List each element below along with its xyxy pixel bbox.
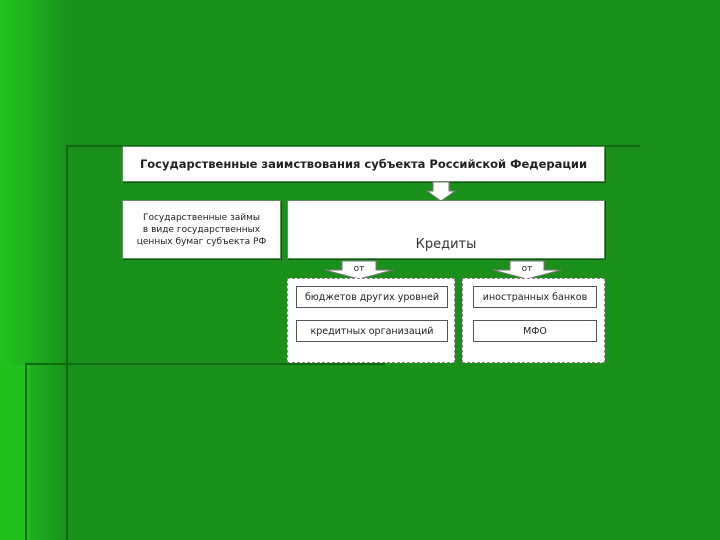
lender-foreign-banks-box: [473, 286, 597, 308]
lender-credit-orgs-label: кредитных организаций: [310, 325, 434, 337]
diagram-title: Государственные заимствования субъекта Российской Федерации: [139, 157, 588, 171]
lender-budgets-box: [296, 286, 448, 308]
gov-loans-line-2: в виде государственных: [142, 224, 261, 235]
credits-box: [287, 200, 605, 259]
credits-label: Кредиты: [415, 237, 477, 252]
gov-securities-loans-box: [122, 200, 281, 259]
lender-budgets-label: бюджетов других уровней: [304, 291, 440, 303]
gov-loans-line-1: Государственные займы: [142, 212, 261, 223]
gov-loans-line-3: ценных бумаг субъекта РФ: [136, 236, 267, 247]
lender-foreign-banks-label: иностранных банков: [482, 291, 588, 303]
from-label-right: от: [521, 264, 533, 274]
lender-mfo-box: [473, 320, 597, 342]
lender-credit-orgs-box: [296, 320, 448, 342]
lender-mfo-label: МФО: [523, 325, 547, 337]
arrow-down-title: [427, 182, 455, 201]
from-label-left: от: [353, 264, 365, 274]
